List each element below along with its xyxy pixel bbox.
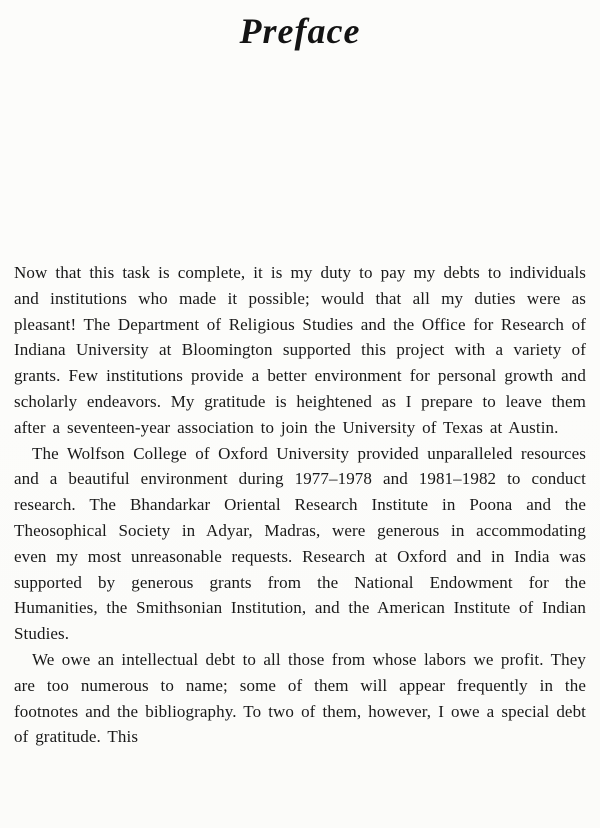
page-title: Preface [239,11,361,51]
paragraph-3: We owe an intellectual debt to all those from whose labors we profit. They are too numerous to name; some of them will appear frequently in the footnotes and the bibliography. To two of them, however, I owe a special debt of gratitude. This [14,649,586,747]
paragraph-1: Now that this task is complete, it is my duty to pay my debts to individuals and institutions who made it possible; would that all my duties were as pleasant! The Department of Religious Studies and the Office for Research of Indiana University at Bloomington supported this project with a variety of grants. Few institutions provide a better environment for personal growth and scholarly endeavors. My gratitude is heightened as I prepare to leave them after a seventeen-year association to join the University of Texas at Austin. [14,263,586,437]
paragraph-2: The Wolfson College of Oxford University provided unparalleled resources and a beautiful environment during 1977–1978 and 1981–1982 to conduct research. The Bhandarkar Oriental Research Institute in Poona and the Theosophical Society in Adyar, Madras, were generous in accommodating even my most unreasonable requests. Research at Oxford and in India was supported by generous grants from the National Endowment for the Humanities, the Smithsonian Institution, and the American Institute of Indian Studies. [14,443,586,644]
text-block [14,260,586,750]
